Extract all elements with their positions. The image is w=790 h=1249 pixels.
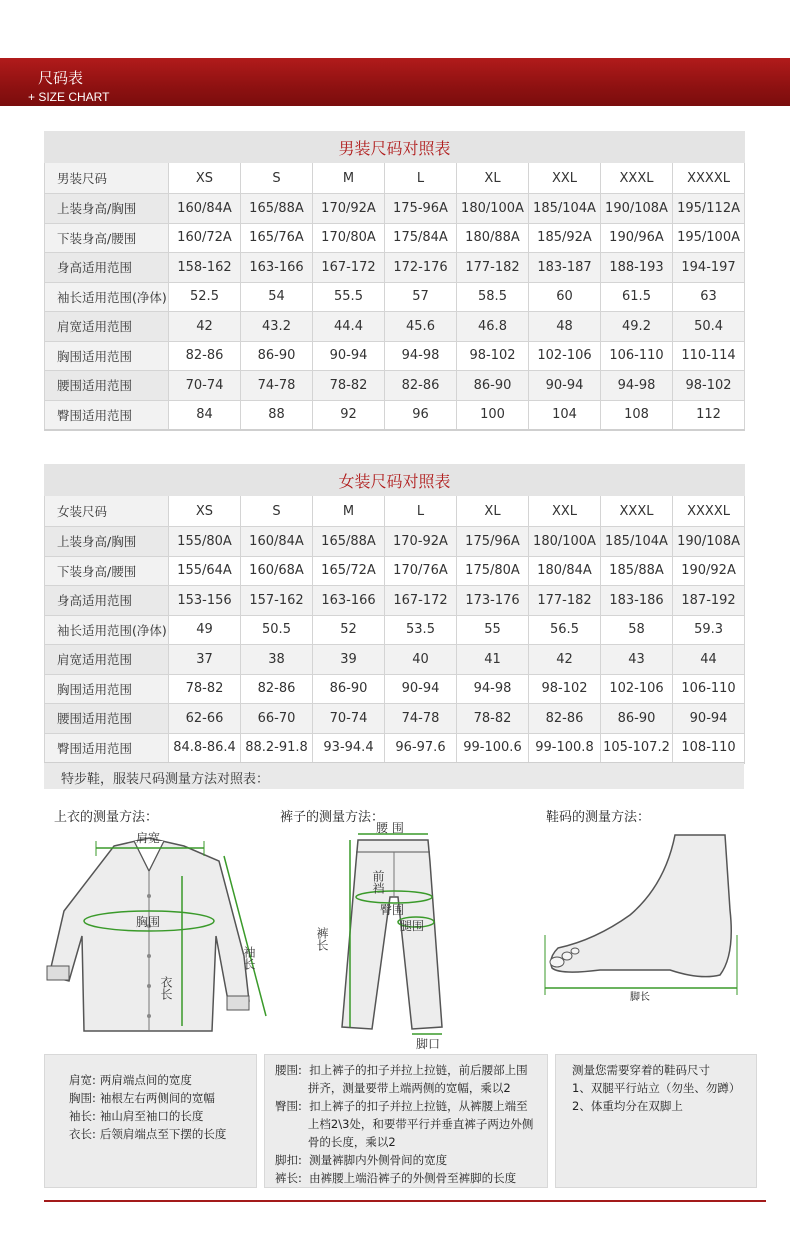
table-cell: 106-110 xyxy=(601,341,673,371)
size-header: XXXXL xyxy=(673,163,745,194)
table-cell: 78-82 xyxy=(457,704,529,734)
table-row xyxy=(45,674,745,704)
table-cell: 104 xyxy=(529,400,601,430)
table-cell: 48 xyxy=(529,312,601,342)
size-header: S xyxy=(241,163,313,194)
table-cell: 46.8 xyxy=(457,312,529,342)
table-cell: 66-70 xyxy=(241,704,313,734)
table-cell: 43 xyxy=(601,645,673,675)
table-cell: 82-86 xyxy=(169,341,241,371)
table-cell: 58 xyxy=(601,615,673,645)
table-cell: 177-182 xyxy=(529,586,601,616)
row-label: 胸围适用范围 xyxy=(45,674,169,704)
table-cell: 78-82 xyxy=(313,371,385,401)
table-cell: 44 xyxy=(673,645,745,675)
table-row xyxy=(45,194,745,224)
size-label: 女装尺码 xyxy=(45,496,169,527)
row-label: 袖长适用范围(净体) xyxy=(45,615,169,645)
table-cell: 78-82 xyxy=(169,674,241,704)
table-cell: 70-74 xyxy=(313,704,385,734)
table-cell: 102-106 xyxy=(601,674,673,704)
size-header: XXL xyxy=(529,163,601,194)
table-cell: 183-186 xyxy=(601,586,673,616)
table-row xyxy=(45,704,745,734)
table-cell: 96 xyxy=(385,400,457,430)
table-cell: 195/100A xyxy=(673,223,745,253)
size-header: XS xyxy=(169,163,241,194)
shoe-measure-title: 鞋码的测量方法： xyxy=(546,810,651,825)
table-cell: 38 xyxy=(241,645,313,675)
table-cell: 160/68A xyxy=(241,556,313,586)
table-row xyxy=(45,371,745,401)
table-cell: 63 xyxy=(673,282,745,312)
table-cell: 54 xyxy=(241,282,313,312)
shirt-note: 胸围: 袖根左右两侧间的宽幅 xyxy=(69,1091,215,1105)
table-cell: 183-187 xyxy=(529,253,601,283)
shirt-shoulder-label: 肩宽 xyxy=(136,831,161,845)
table-cell: 82-86 xyxy=(529,704,601,734)
table-cell: 160/84A xyxy=(169,194,241,224)
row-label: 下装身高/腰围 xyxy=(45,556,169,586)
row-label: 下装身高/腰围 xyxy=(45,223,169,253)
size-header: XXXL xyxy=(601,496,673,527)
row-label: 身高适用范围 xyxy=(45,253,169,283)
pants-diagram xyxy=(310,822,460,1050)
shirt-chest-label: 胸围 xyxy=(136,915,161,929)
table-cell: 173-176 xyxy=(457,586,529,616)
shirt-sleeve-label: 袖长 xyxy=(242,946,256,970)
table-cell: 165/88A xyxy=(313,527,385,557)
table-cell: 52.5 xyxy=(169,282,241,312)
table-row xyxy=(45,341,745,371)
table-cell: 170/92A xyxy=(313,194,385,224)
table-cell: 180/84A xyxy=(529,556,601,586)
table-cell: 187-192 xyxy=(673,586,745,616)
pants-rise-label: 前裆 xyxy=(371,870,385,894)
table-cell: 158-162 xyxy=(169,253,241,283)
table-cell: 190/96A xyxy=(601,223,673,253)
table-cell: 74-78 xyxy=(241,371,313,401)
shirt-note: 衣长: 后领肩端点至下摆的长度 xyxy=(69,1127,227,1141)
table-cell: 180/100A xyxy=(457,194,529,224)
pants-note: 上档2\3处，和要带平行并垂直裤子两边外侧 xyxy=(275,1117,534,1131)
pants-note: 拼齐，测量要带上端两侧的宽幅，乘以2 xyxy=(275,1081,511,1095)
table-cell: 155/80A xyxy=(169,527,241,557)
row-label: 胸围适用范围 xyxy=(45,341,169,371)
bottom-divider xyxy=(44,1200,766,1202)
pants-notes-box xyxy=(264,1054,548,1188)
table-cell: 102-106 xyxy=(529,341,601,371)
table-cell: 167-172 xyxy=(385,586,457,616)
size-header: L xyxy=(385,496,457,527)
size-header: XXXXL xyxy=(673,496,745,527)
pants-note: 裤长: 由裤腰上端沿裤子的外侧骨至裤脚的长度 xyxy=(275,1171,517,1185)
table-cell: 70-74 xyxy=(169,371,241,401)
size-header: M xyxy=(313,163,385,194)
table-cell: 163-166 xyxy=(241,253,313,283)
table-cell: 40 xyxy=(385,645,457,675)
table-cell: 94-98 xyxy=(385,341,457,371)
table-cell: 90-94 xyxy=(673,704,745,734)
table-cell: 170-92A xyxy=(385,527,457,557)
table-cell: 56.5 xyxy=(529,615,601,645)
table-cell: 172-176 xyxy=(385,253,457,283)
header-banner xyxy=(0,58,790,106)
table-cell: 170/76A xyxy=(385,556,457,586)
table-cell: 108 xyxy=(601,400,673,430)
size-header: L xyxy=(385,163,457,194)
row-label: 腰围适用范围 xyxy=(45,704,169,734)
pants-hip-label: 臀围 xyxy=(380,903,405,917)
shirt-note: 袖长: 袖山肩至袖口的长度 xyxy=(69,1109,204,1123)
table-cell: 74-78 xyxy=(385,704,457,734)
table-title: 女装尺码对照表 xyxy=(45,465,745,496)
pants-note: 脚扣: 测量裤脚内外侧骨间的宽度 xyxy=(275,1153,448,1167)
shirt-diagram xyxy=(44,826,284,1036)
table-cell: 170/80A xyxy=(313,223,385,253)
table-cell: 175/84A xyxy=(385,223,457,253)
table-cell: 153-156 xyxy=(169,586,241,616)
table-cell: 99-100.8 xyxy=(529,733,601,763)
row-label: 身高适用范围 xyxy=(45,586,169,616)
page-subtitle: + SIZE CHART xyxy=(28,90,110,104)
size-header: XL xyxy=(457,163,529,194)
table-cell: 190/108A xyxy=(673,527,745,557)
shoe-note: 2、体重均分在双脚上 xyxy=(572,1099,683,1113)
foot-length-label: 脚长 xyxy=(630,992,650,1003)
table-row xyxy=(45,400,745,430)
pants-waist-label: 腰 围 xyxy=(376,822,404,835)
table-cell: 194-197 xyxy=(673,253,745,283)
page-title: 尺码表 xyxy=(38,69,84,87)
table-cell: 188-193 xyxy=(601,253,673,283)
table-cell: 108-110 xyxy=(673,733,745,763)
table-row xyxy=(45,223,745,253)
table-cell: 84 xyxy=(169,400,241,430)
table-cell: 155/64A xyxy=(169,556,241,586)
shoe-note: 测量您需要穿着的鞋码尺寸 xyxy=(572,1063,710,1077)
table-cell: 167-172 xyxy=(313,253,385,283)
table-cell: 55.5 xyxy=(313,282,385,312)
table-cell: 160/72A xyxy=(169,223,241,253)
table-cell: 96-97.6 xyxy=(385,733,457,763)
table-cell: 58.5 xyxy=(457,282,529,312)
table-cell: 185/104A xyxy=(601,527,673,557)
table-cell: 99-100.6 xyxy=(457,733,529,763)
table-row xyxy=(45,312,745,342)
size-header: XXXL xyxy=(601,163,673,194)
table-cell: 55 xyxy=(457,615,529,645)
shoe-notes-box xyxy=(555,1054,757,1188)
men-size-table xyxy=(44,131,745,431)
table-cell: 98-102 xyxy=(673,371,745,401)
row-label: 上装身高/胸围 xyxy=(45,194,169,224)
table-cell: 175/80A xyxy=(457,556,529,586)
table-cell: 52 xyxy=(313,615,385,645)
table-cell: 86-90 xyxy=(457,371,529,401)
table-cell: 45.6 xyxy=(385,312,457,342)
pants-hem-label: 脚口 xyxy=(416,1037,441,1050)
table-cell: 42 xyxy=(529,645,601,675)
table-cell: 98-102 xyxy=(457,341,529,371)
table-cell: 84.8-86.4 xyxy=(169,733,241,763)
table-cell: 157-162 xyxy=(241,586,313,616)
table-cell: 43.2 xyxy=(241,312,313,342)
size-header: M xyxy=(313,496,385,527)
table-cell: 94-98 xyxy=(457,674,529,704)
row-label: 袖长适用范围(净体) xyxy=(45,282,169,312)
size-header: XL xyxy=(457,496,529,527)
table-row xyxy=(45,556,745,586)
table-cell: 94-98 xyxy=(601,371,673,401)
table-cell: 44.4 xyxy=(313,312,385,342)
table-cell: 165/76A xyxy=(241,223,313,253)
table-cell: 100 xyxy=(457,400,529,430)
table-title: 男装尺码对照表 xyxy=(45,132,745,163)
table-cell: 190/108A xyxy=(601,194,673,224)
table-row xyxy=(45,645,745,675)
table-cell: 41 xyxy=(457,645,529,675)
table-cell: 60 xyxy=(529,282,601,312)
table-cell: 175/96A xyxy=(457,527,529,557)
table-cell: 92 xyxy=(313,400,385,430)
table-cell: 59.3 xyxy=(673,615,745,645)
table-cell: 61.5 xyxy=(601,282,673,312)
pants-note: 腰围: 扣上裤子的扣子并拉上拉链，前后腰部上围 xyxy=(275,1063,528,1077)
table-cell: 37 xyxy=(169,645,241,675)
table-cell: 49.2 xyxy=(601,312,673,342)
table-cell: 82-86 xyxy=(385,371,457,401)
row-label: 臀围适用范围 xyxy=(45,400,169,430)
measure-method-bar xyxy=(44,763,744,789)
table-cell: 86-90 xyxy=(601,704,673,734)
table-cell: 185/88A xyxy=(601,556,673,586)
table-cell: 53.5 xyxy=(385,615,457,645)
table-cell: 105-107.2 xyxy=(601,733,673,763)
table-row xyxy=(45,586,745,616)
shirt-notes-box xyxy=(44,1054,257,1188)
table-row xyxy=(45,615,745,645)
pants-note: 臀围: 扣上裤子的扣子并拉上拉链，从裤腰上端至 xyxy=(275,1099,528,1113)
table-cell: 82-86 xyxy=(241,674,313,704)
table-cell: 90-94 xyxy=(313,341,385,371)
table-cell: 163-166 xyxy=(313,586,385,616)
table-cell: 93-94.4 xyxy=(313,733,385,763)
shirt-length-label: 衣长 xyxy=(159,976,173,1000)
table-cell: 62-66 xyxy=(169,704,241,734)
table-row xyxy=(45,253,745,283)
pants-note: 骨的长度，乘以2 xyxy=(275,1135,396,1149)
size-header: XS xyxy=(169,496,241,527)
pants-measure-title: 裤子的测量方法： xyxy=(280,810,385,825)
table-row xyxy=(45,282,745,312)
table-cell: 50.5 xyxy=(241,615,313,645)
table-cell: 86-90 xyxy=(241,341,313,371)
foot-diagram xyxy=(540,830,745,1005)
table-cell: 57 xyxy=(385,282,457,312)
table-cell: 86-90 xyxy=(313,674,385,704)
table-cell: 165/88A xyxy=(241,194,313,224)
pants-length-label: 裤长 xyxy=(315,927,329,951)
women-size-table xyxy=(44,464,745,764)
table-cell: 180/88A xyxy=(457,223,529,253)
table-cell: 185/92A xyxy=(529,223,601,253)
table-cell: 90-94 xyxy=(385,674,457,704)
table-cell: 39 xyxy=(313,645,385,675)
table-cell: 98-102 xyxy=(529,674,601,704)
shoe-note: 1、双腿平行站立（勿坐、勿蹲） xyxy=(572,1081,741,1095)
table-cell: 50.4 xyxy=(673,312,745,342)
table-cell: 180/100A xyxy=(529,527,601,557)
table-row xyxy=(45,733,745,763)
table-row xyxy=(45,527,745,557)
table-cell: 160/84A xyxy=(241,527,313,557)
table-cell: 88 xyxy=(241,400,313,430)
row-label: 腰围适用范围 xyxy=(45,371,169,401)
pants-thigh-label: 腿围 xyxy=(400,919,425,933)
table-cell: 177-182 xyxy=(457,253,529,283)
table-cell: 90-94 xyxy=(529,371,601,401)
shirt-note: 肩宽: 两肩端点间的宽度 xyxy=(69,1073,192,1087)
table-cell: 49 xyxy=(169,615,241,645)
size-label: 男装尺码 xyxy=(45,163,169,194)
table-cell: 190/92A xyxy=(673,556,745,586)
row-label: 肩宽适用范围 xyxy=(45,645,169,675)
table-cell: 195/112A xyxy=(673,194,745,224)
table-cell: 42 xyxy=(169,312,241,342)
row-label: 臀围适用范围 xyxy=(45,733,169,763)
table-cell: 112 xyxy=(673,400,745,430)
measure-method-title: 特步鞋，服装尺码测量方法对照表： xyxy=(61,772,270,787)
table-cell: 185/104A xyxy=(529,194,601,224)
table-cell: 110-114 xyxy=(673,341,745,371)
row-label: 上装身高/胸围 xyxy=(45,527,169,557)
size-header: S xyxy=(241,496,313,527)
row-label: 肩宽适用范围 xyxy=(45,312,169,342)
shirt-measure-title: 上衣的测量方法： xyxy=(54,810,159,825)
table-cell: 106-110 xyxy=(673,674,745,704)
table-cell: 165/72A xyxy=(313,556,385,586)
size-header: XXL xyxy=(529,496,601,527)
table-cell: 88.2-91.8 xyxy=(241,733,313,763)
table-cell: 175-96A xyxy=(385,194,457,224)
